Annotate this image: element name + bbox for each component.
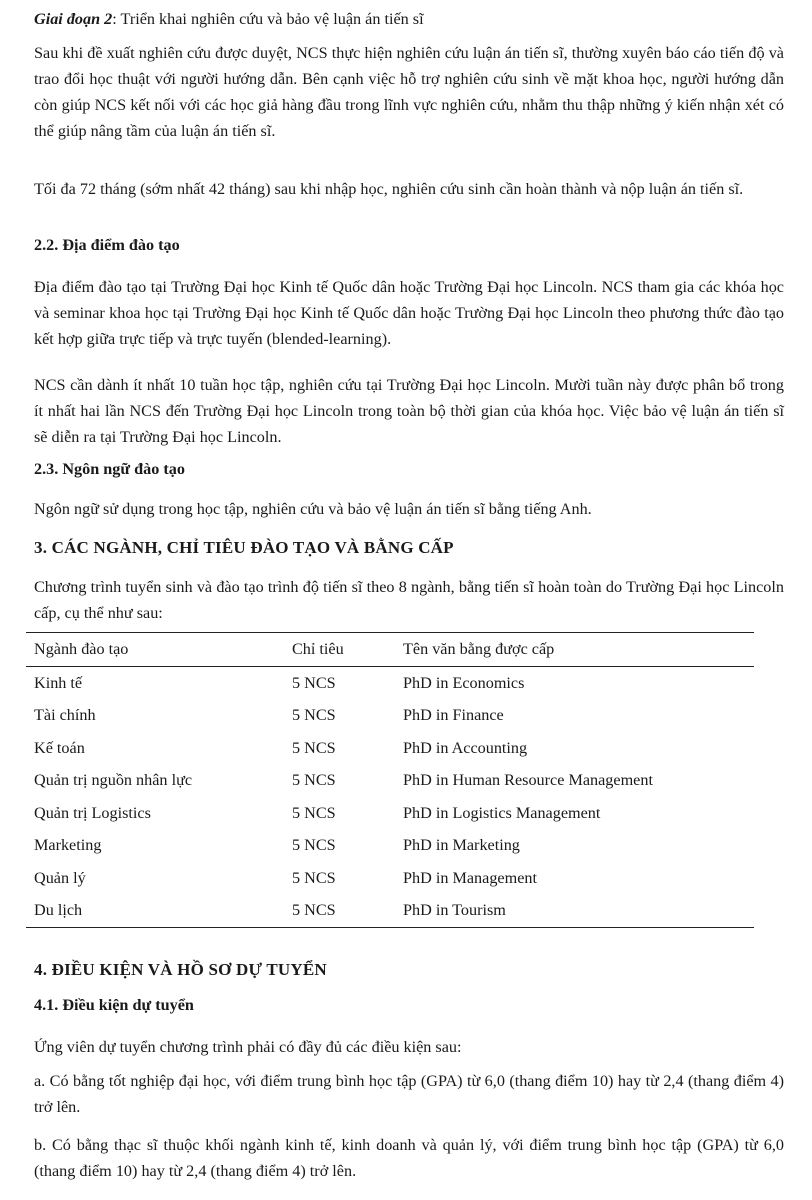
programs-table	[26, 632, 754, 928]
stage-2-title: : Triển khai nghiên cứu và bảo vệ luận án tiến sĩ	[112, 10, 424, 28]
table-row	[26, 797, 754, 830]
table-header-row	[26, 633, 754, 667]
header-major: Ngành đào tạo	[34, 640, 129, 658]
paragraph-research-process: Sau khi đề xuất nghiên cứu được duyệt, NCS thực hiện nghiên cứu luận án tiến sĩ, thường xuyên báo cáo tiến độ và trao đổi học thuật với người hướng dẫn. Bên cạnh việc hỗ trợ nghiên cứu sinh về mặt khoa học, người hướng dẫn còn giúp NCS kết nối với các học giả hàng đầu trong lĩnh vực nghiên cứu, nhằm thu thập những ý kiến nhận xét có thể giúp nâng tầm của luận án tiến sĩ.	[34, 44, 784, 140]
stage-2-line	[34, 6, 424, 32]
paragraph-conditions-intro: Ứng viên dự tuyển chương trình phải có đầy đủ các điều kiện sau:	[34, 1038, 462, 1056]
paragraph-language: Ngôn ngữ sử dụng trong học tập, nghiên cứu và bảo vệ luận án tiến sĩ bằng tiếng Anh.	[34, 500, 592, 518]
cell-degree: PhD in Accounting	[403, 738, 528, 757]
heading-2-3: 2.3. Ngôn ngữ đào tạo	[34, 460, 185, 478]
header-degree: Tên văn bằng được cấp	[403, 640, 555, 658]
cell-degree: PhD in Marketing	[403, 836, 520, 855]
paragraph-location: Địa điểm đào tạo tại Trường Đại học Kinh tế Quốc dân hoặc Trường Đại học Lincoln. NCS tham gia các khóa học và seminar khoa học tại Trường Đại học Kinh tế Quốc dân hoặc Trường Đại học Lincoln theo phương thức đào tạo kết hợp giữa trực tiếp và trực tuyến (blended-learning).	[34, 278, 784, 348]
cell-quota: 5 NCS	[292, 901, 336, 920]
cell-degree: PhD in Economics	[403, 673, 525, 692]
cell-quota: 5 NCS	[292, 868, 336, 887]
cell-quota: 5 NCS	[292, 673, 336, 692]
table-row	[26, 830, 754, 863]
cell-degree: PhD in Logistics Management	[403, 803, 601, 822]
cell-quota: 5 NCS	[292, 706, 336, 725]
header-quota: Chỉ tiêu	[292, 640, 344, 658]
paragraph-condition-a: a. Có bằng tốt nghiệp đại học, với điểm trung bình học tập (GPA) từ 6,0 (thang điểm 10) hay từ 2,4 (thang điểm 4) trở lên.	[34, 1072, 784, 1116]
table-row	[26, 862, 754, 895]
table-row	[26, 732, 754, 765]
stage-2-label: Giai đoạn 2	[34, 10, 113, 28]
heading-section-3: 3. CÁC NGÀNH, CHỈ TIÊU ĐÀO TẠO VÀ BẰNG CẤP	[34, 538, 454, 557]
cell-quota: 5 NCS	[292, 738, 336, 757]
paragraph-deadline: Tối đa 72 tháng (sớm nhất 42 tháng) sau khi nhập học, nghiên cứu sinh cần hoàn thành và nộp luận án tiến sĩ.	[34, 180, 744, 198]
cell-major: Quản trị Logistics	[34, 803, 151, 822]
table-row	[26, 765, 754, 798]
cell-major: Quản lý	[34, 868, 86, 887]
cell-major: Kế toán	[34, 738, 85, 757]
cell-major: Quản trị nguồn nhân lực	[34, 771, 193, 790]
cell-degree: PhD in Finance	[403, 706, 504, 725]
table-row	[26, 700, 754, 733]
cell-quota: 5 NCS	[292, 771, 336, 790]
table-row	[26, 667, 754, 700]
heading-2-2: 2.2. Địa điểm đào tạo	[34, 236, 180, 254]
cell-degree: PhD in Human Resource Management	[403, 771, 653, 790]
cell-major: Kinh tế	[34, 673, 83, 692]
table-row	[26, 895, 754, 928]
heading-section-4: 4. ĐIỀU KIỆN VÀ HỒ SƠ DỰ TUYỂN	[34, 960, 327, 979]
cell-major: Du lịch	[34, 901, 83, 920]
cell-major: Tài chính	[34, 706, 96, 725]
cell-degree: PhD in Tourism	[403, 901, 506, 920]
paragraph-condition-b: b. Có bằng thạc sĩ thuộc khối ngành kinh tế, kinh doanh và quản lý, với điểm trung bình học tập (GPA) từ 6,0 (thang điểm 10) hay từ 2,4 (thang điểm 4) trở lên.	[34, 1136, 784, 1180]
heading-4-1: 4.1. Điều kiện dự tuyển	[34, 996, 194, 1014]
cell-degree: PhD in Management	[403, 868, 537, 887]
cell-major: Marketing	[34, 836, 102, 855]
paragraph-programs-intro: Chương trình tuyển sinh và đào tạo trình độ tiến sĩ theo 8 ngành, bằng tiến sĩ hoàn toàn do Trường Đại học Lincoln cấp, cụ thể như sau:	[34, 578, 784, 622]
cell-quota: 5 NCS	[292, 803, 336, 822]
cell-quota: 5 NCS	[292, 836, 336, 855]
paragraph-lincoln-weeks: NCS cần dành ít nhất 10 tuần học tập, nghiên cứu tại Trường Đại học Lincoln. Mười tuần này được phân bổ trong ít nhất hai lần NCS đến Trường Đại học Lincoln trong toàn bộ thời gian của khóa học. Việc bảo vệ luận án tiến sĩ sẽ diễn ra tại Trường Đại học Lincoln.	[34, 376, 784, 446]
